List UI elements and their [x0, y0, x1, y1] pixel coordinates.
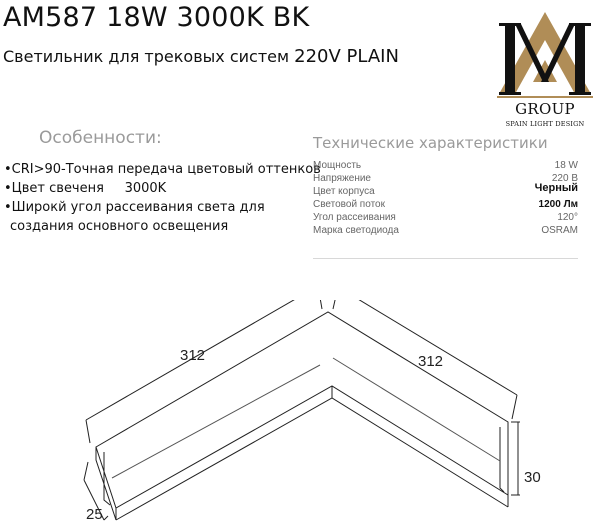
dimension-line-right: [338, 300, 517, 395]
dimension-height: 30: [524, 469, 541, 486]
specs-divider: [313, 258, 578, 259]
feature-text: Цвет свеченя 3000K: [11, 181, 167, 196]
feature-item: [4, 217, 321, 236]
spec-value: 18 W: [554, 160, 578, 171]
subtitle-text: Светильник для трековых систем: [3, 47, 290, 66]
spec-value: 1200 Лм: [538, 199, 578, 210]
spec-row: [313, 212, 578, 225]
spec-row: [313, 225, 578, 238]
specs-table: [313, 160, 578, 238]
spec-value: 120°: [557, 212, 578, 223]
spec-row: [313, 160, 578, 173]
feature-item: •Широкй угол рассеивания света для: [4, 200, 265, 215]
spec-value: 220 В: [551, 173, 578, 184]
mw-monogram-logo-icon: [497, 10, 593, 102]
spec-label: Напряжение: [313, 173, 371, 184]
fixture-left-groove: [104, 452, 110, 505]
subtitle-suffix: 220V PLAIN: [294, 46, 399, 67]
dimension-left-length: 312: [180, 347, 206, 364]
feature-text: Широкй угол рассеивания света для: [11, 200, 265, 215]
dimension-right-length: 312: [418, 353, 444, 370]
brand-logo: [497, 10, 593, 128]
feature-item: •Цвет свеченя 3000K: [4, 181, 167, 196]
spec-label: Угол рассеивания: [313, 212, 396, 223]
specs-heading: Технические характеристики: [313, 134, 548, 152]
spec-row: [313, 182, 578, 199]
spec-label: Мощность: [313, 160, 362, 171]
extension-line-left: [86, 300, 322, 443]
features-list: [4, 160, 321, 236]
fixture-inner-edge: [112, 358, 500, 478]
dimension-drawing: [0, 300, 600, 523]
logo-tagline: SPAIN LIGHT DESIGN: [505, 120, 585, 128]
spec-label: Цвет корпуса: [313, 186, 375, 197]
spec-row: [313, 199, 578, 212]
dimension-line-height: [511, 422, 520, 495]
product-title: AM587 18W 3000K BK: [3, 2, 310, 33]
spec-label: Марка светодиода: [313, 225, 399, 236]
feature-text: CRI>90-Точная передача цветовый оттенков: [11, 162, 321, 177]
logo-group-text: GROUP: [515, 100, 575, 118]
feature-text: создания основного освещения: [10, 219, 229, 234]
product-subtitle: [3, 46, 399, 67]
feature-item: •CRI>90-Точная передача цветовый оттенков: [4, 162, 321, 177]
fixture-right-groove: [500, 427, 504, 492]
dimension-width: 25: [86, 506, 103, 523]
spec-value: Черный: [534, 182, 578, 194]
spec-value: OSRAM: [541, 225, 578, 236]
fixture-side-face: [116, 386, 508, 520]
spec-label: Световой поток: [313, 199, 385, 210]
features-heading: Особенности:: [39, 128, 162, 148]
fixture-top-face: [96, 312, 508, 508]
